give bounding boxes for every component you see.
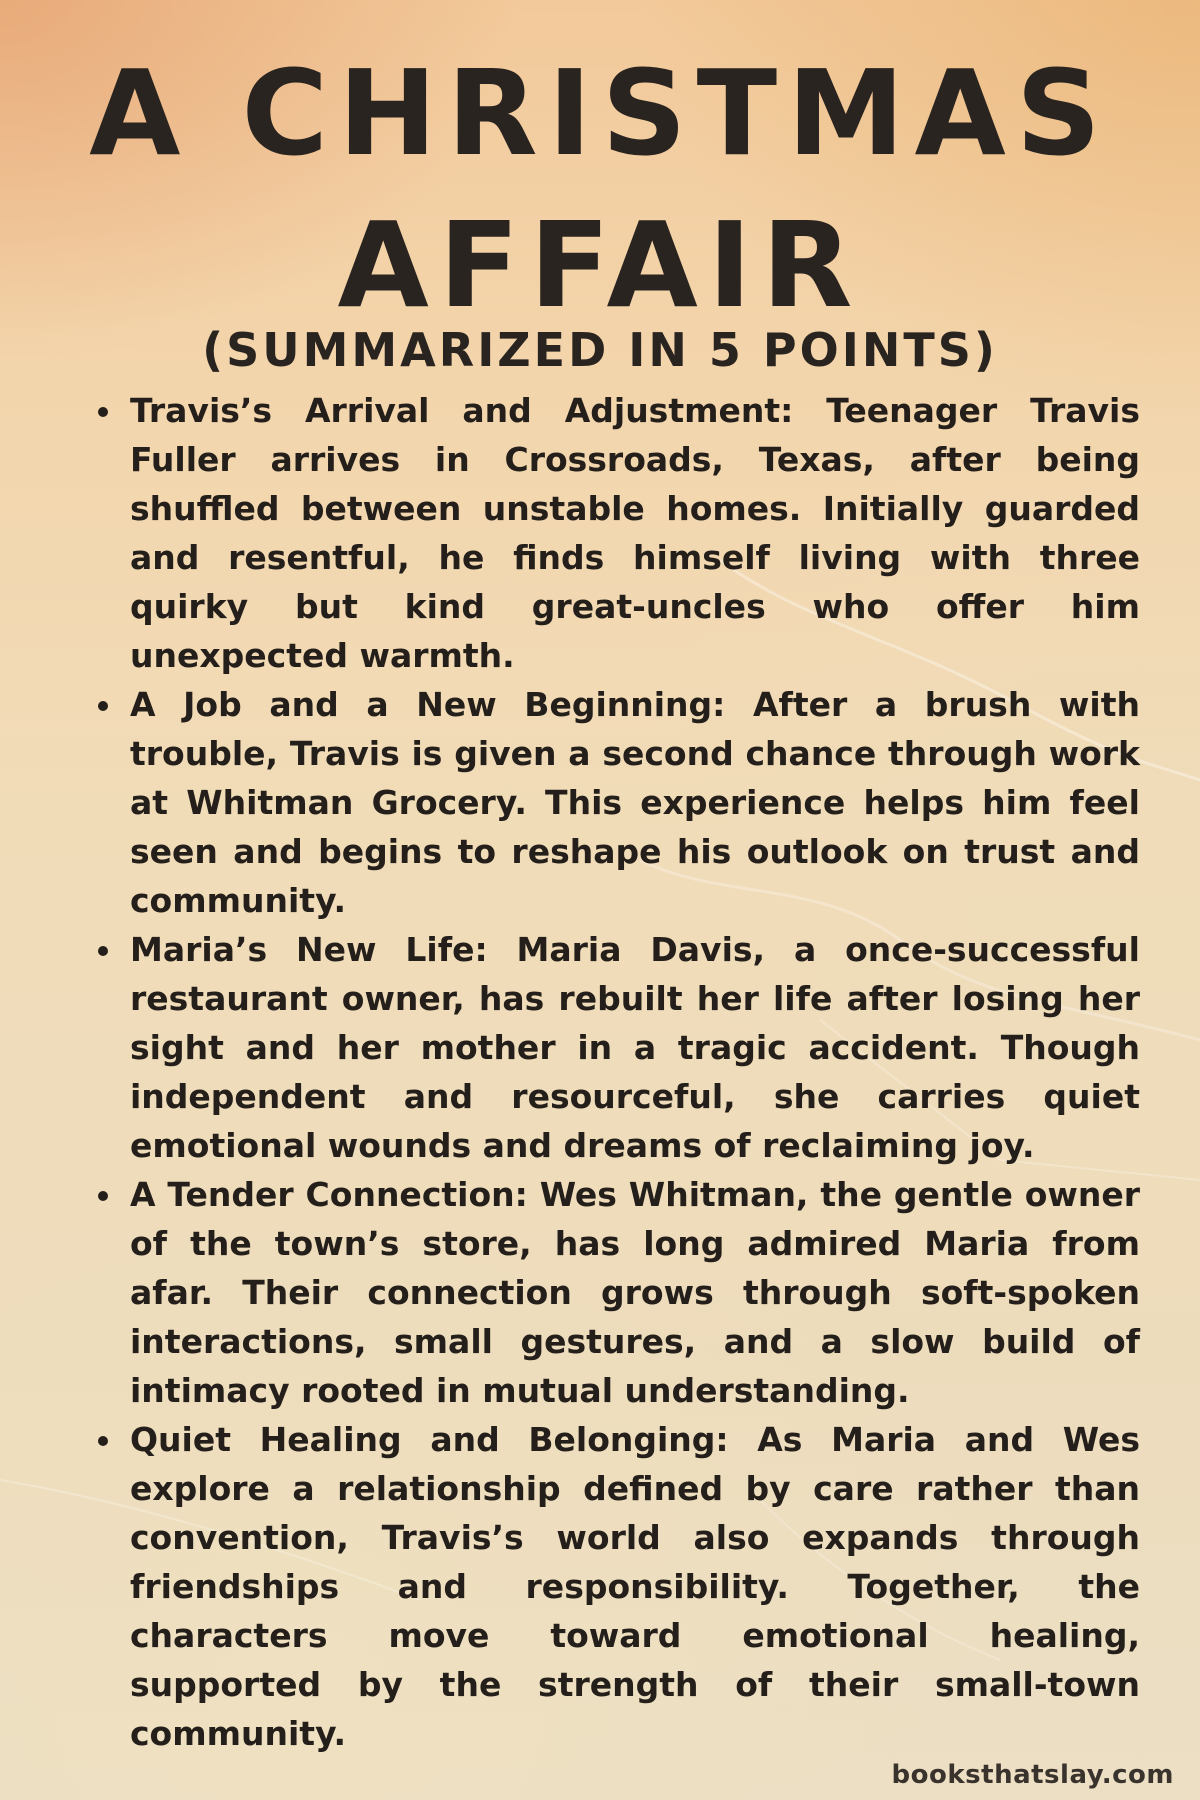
summary-point-text: A Tender Connection: Wes Whitman, the gentle owner of the town’s store, has long admired Maria from afar. Their connection grows through soft-spoken interactions, small gestures, and a slow build of intimacy rooted in mutual understanding.	[130, 1175, 1140, 1410]
summary-point-text: Travis’s Arrival and Adjustment: Teenager Travis Fuller arrives in Crossroads, Texas, after being shuffled between unstable homes. Initially guarded and resentful, he finds himself living with three quirky but kind great-uncles who offer him unexpected warmth.	[130, 391, 1140, 675]
bullet-icon	[98, 1191, 108, 1201]
summary-point-3	[94, 925, 1140, 1170]
title-line-1: A CHRISTMAS	[89, 44, 1111, 182]
summary-point-2	[94, 680, 1140, 925]
summary-point-text: A Job and a New Beginning: After a brush with trouble, Travis is given a second chance through work at Whitman Grocery. This experience helps him feel seen and begins to reshape his outlook on trust and community.	[130, 685, 1140, 920]
summary-point-1	[94, 386, 1140, 680]
bullet-icon	[98, 701, 108, 711]
summary-points-list	[94, 386, 1140, 1758]
site-watermark: booksthatslay.com	[891, 1760, 1174, 1790]
title-line-2: AFFAIR	[337, 196, 863, 334]
summary-point-text: Maria’s New Life: Maria Davis, a once-successful restaurant owner, has rebuilt her life after losing her sight and her mother in a tragic accident. Though independent and resourceful, she carries quiet emotional wounds and dreams of reclaiming joy.	[130, 930, 1140, 1165]
summary-point-5	[94, 1415, 1140, 1758]
summary-point-4	[94, 1170, 1140, 1415]
bullet-icon	[98, 946, 108, 956]
bullet-icon	[98, 1436, 108, 1446]
bullet-icon	[98, 407, 108, 417]
summary-point-text: Quiet Healing and Belonging: As Maria and Wes explore a relationship defined by care rather than convention, Travis’s world also expands through friendships and responsibility. Together, the characters move toward emotional healing, supported by the strength of their small-town community.	[130, 1420, 1140, 1753]
subtitle: (SUMMARIZED IN 5 POINTS)	[202, 323, 998, 377]
